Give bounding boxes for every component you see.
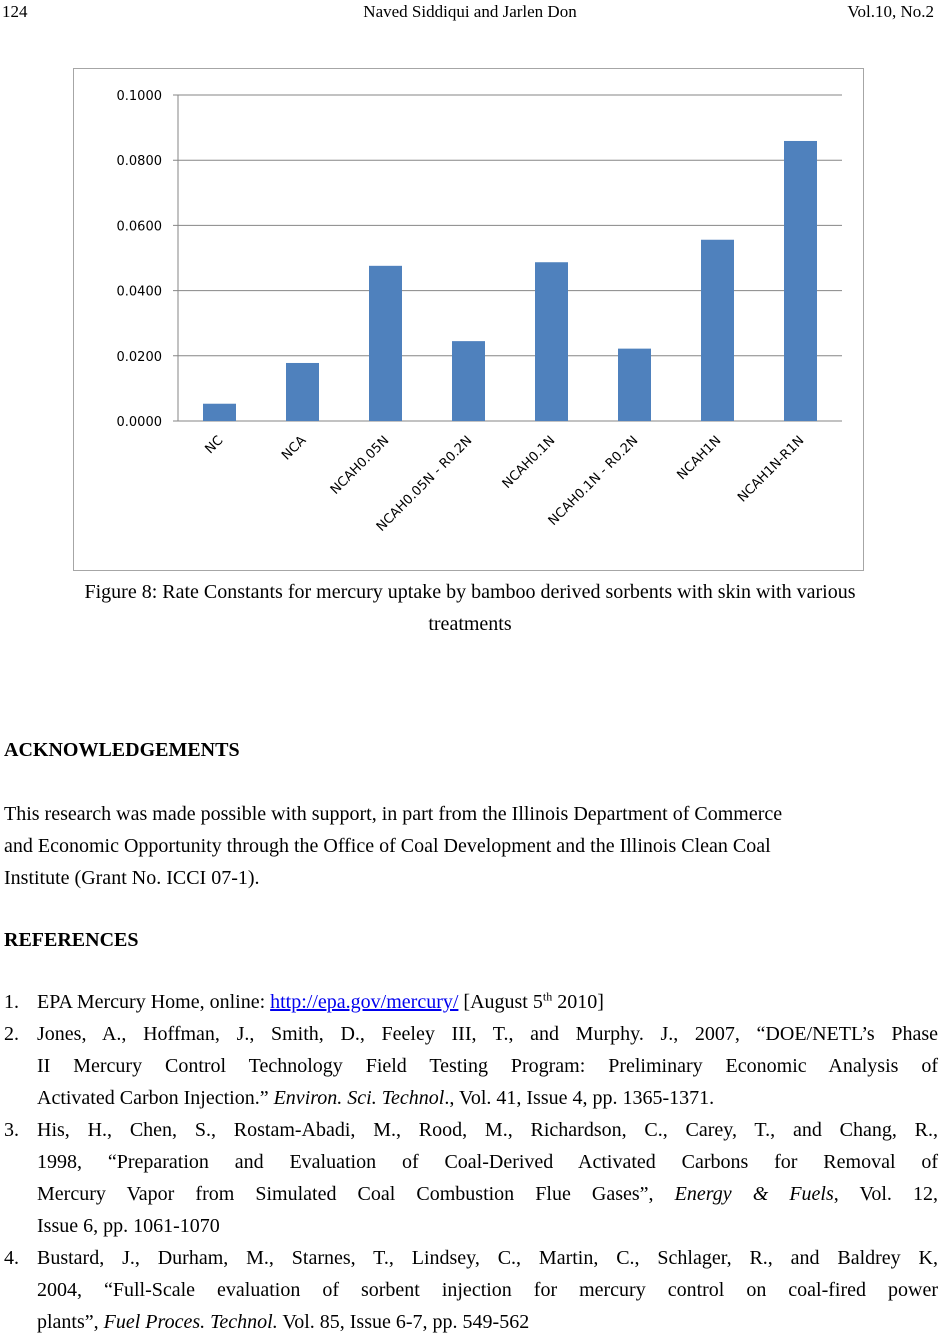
- y-tick-label: 0.0200: [116, 349, 162, 365]
- bar: [369, 266, 402, 421]
- bar: [452, 341, 485, 421]
- reference-number: 4.: [4, 1247, 19, 1269]
- running-head-volume: Vol.10, No.2: [847, 2, 934, 21]
- figure-caption: [0, 576, 940, 640]
- page-number: 124: [2, 2, 28, 21]
- reference-line: Jones, A., Hoffman, J., Smith, D., Feeley III, T., and Murphy. J., 2007, “DOE/NETL’s Phase: [37, 1023, 938, 1045]
- reference-text: EPA Mercury Home, online:: [37, 991, 271, 1013]
- caption-line-1: Figure 8: Rate Constants for mercury uptake by bamboo derived sorbents with skin with various: [84, 581, 856, 603]
- reference-line: 2004, “Full-Scale evaluation of sorbent injection for mercury control on coal-fired power: [37, 1279, 938, 1301]
- reference-number: 1.: [4, 991, 19, 1013]
- x-tick-label: NCAH0.05N: [327, 433, 393, 498]
- journal-name: Environ. Sci. Technol: [273, 1087, 445, 1109]
- bar: [701, 240, 734, 421]
- x-tick-label: NC: [202, 433, 227, 458]
- x-tick-label: NCAH0.1N: [499, 433, 559, 492]
- journal-name: Energy & Fuels: [674, 1183, 834, 1205]
- x-tick-label: NCAH1N-R1N: [735, 433, 808, 506]
- y-tick-label: 0.0800: [116, 154, 162, 170]
- x-tick-label: NCAH1N: [674, 433, 725, 484]
- reference-line: plants”, Fuel Proces. Technol. Vol. 85, Issue 6-7, pp. 549-562: [37, 1311, 530, 1333]
- reference-item-3: [4, 1114, 938, 1242]
- reference-text: 2010]: [552, 991, 604, 1013]
- bar: [784, 141, 817, 421]
- y-tick-label: 0.0000: [116, 415, 162, 430]
- reference-line: 1998, “Preparation and Evaluation of Coal-Derived Activated Carbons for Removal of: [37, 1151, 938, 1173]
- superscript-th: th: [542, 989, 553, 1004]
- reference-number: 3.: [4, 1119, 19, 1141]
- bar-chart: [74, 69, 863, 570]
- reference-item-4: [4, 1242, 938, 1338]
- reference-line: Mercury Vapor from Simulated Coal Combustion Flue Gases”, Energy & Fuels, Vol. 12,: [37, 1183, 938, 1205]
- bar: [535, 262, 568, 421]
- journal-name: Fuel Proces. Technol.: [103, 1311, 278, 1333]
- reference-line: Activated Carbon Injection.” Environ. Sci. Technol., Vol. 41, Issue 4, pp. 1365-1371.: [37, 1087, 715, 1109]
- acknowledgements-text: [4, 798, 938, 894]
- ack-line: This research was made possible with support, in part from the Illinois Department of Commerce: [4, 803, 783, 825]
- y-tick-label: 0.0600: [116, 219, 162, 235]
- reference-line: Issue 6, pp. 1061-1070: [37, 1215, 220, 1237]
- bar: [203, 404, 236, 421]
- x-tick-label: NCAH0.1N - R0.2N: [545, 433, 642, 529]
- figure-8-chart: [73, 68, 864, 571]
- x-tick-label: NCAH0.05N - R0.2N: [373, 433, 476, 535]
- references-heading: REFERENCES: [4, 929, 139, 951]
- reference-item-2: [4, 1018, 938, 1114]
- y-tick-label: 0.1000: [116, 89, 162, 104]
- running-head-authors: Naved Siddiqui and Jarlen Don: [363, 2, 577, 21]
- bar: [286, 363, 319, 421]
- caption-line-2: treatments: [428, 613, 512, 635]
- y-tick-label: 0.0400: [116, 284, 162, 300]
- ack-line: and Economic Opportunity through the Office of Coal Development and the Illinois Clean Coal: [4, 835, 771, 857]
- reference-line: II Mercury Control Technology Field Testing Program: Preliminary Economic Analysis of: [37, 1055, 938, 1077]
- reference-text: [August 5: [458, 991, 543, 1013]
- epa-mercury-link[interactable]: http://epa.gov/mercury/: [270, 991, 459, 1013]
- running-head: [0, 0, 940, 24]
- reference-item-1: [4, 986, 938, 1018]
- reference-number: 2.: [4, 1023, 19, 1045]
- acknowledgements-heading: ACKNOWLEDGEMENTS: [4, 739, 240, 761]
- ack-line: Institute (Grant No. ICCI 07-1).: [4, 867, 260, 889]
- x-tick-label: NCA: [279, 433, 310, 464]
- bar: [618, 349, 651, 421]
- reference-line: His, H., Chen, S., Rostam-Abadi, M., Rood, M., Richardson, C., Carey, T., and Chang, R.,: [37, 1119, 938, 1141]
- reference-line: Bustard, J., Durham, M., Starnes, T., Lindsey, C., Martin, C., Schlager, R., and Baldrey K,: [37, 1247, 938, 1269]
